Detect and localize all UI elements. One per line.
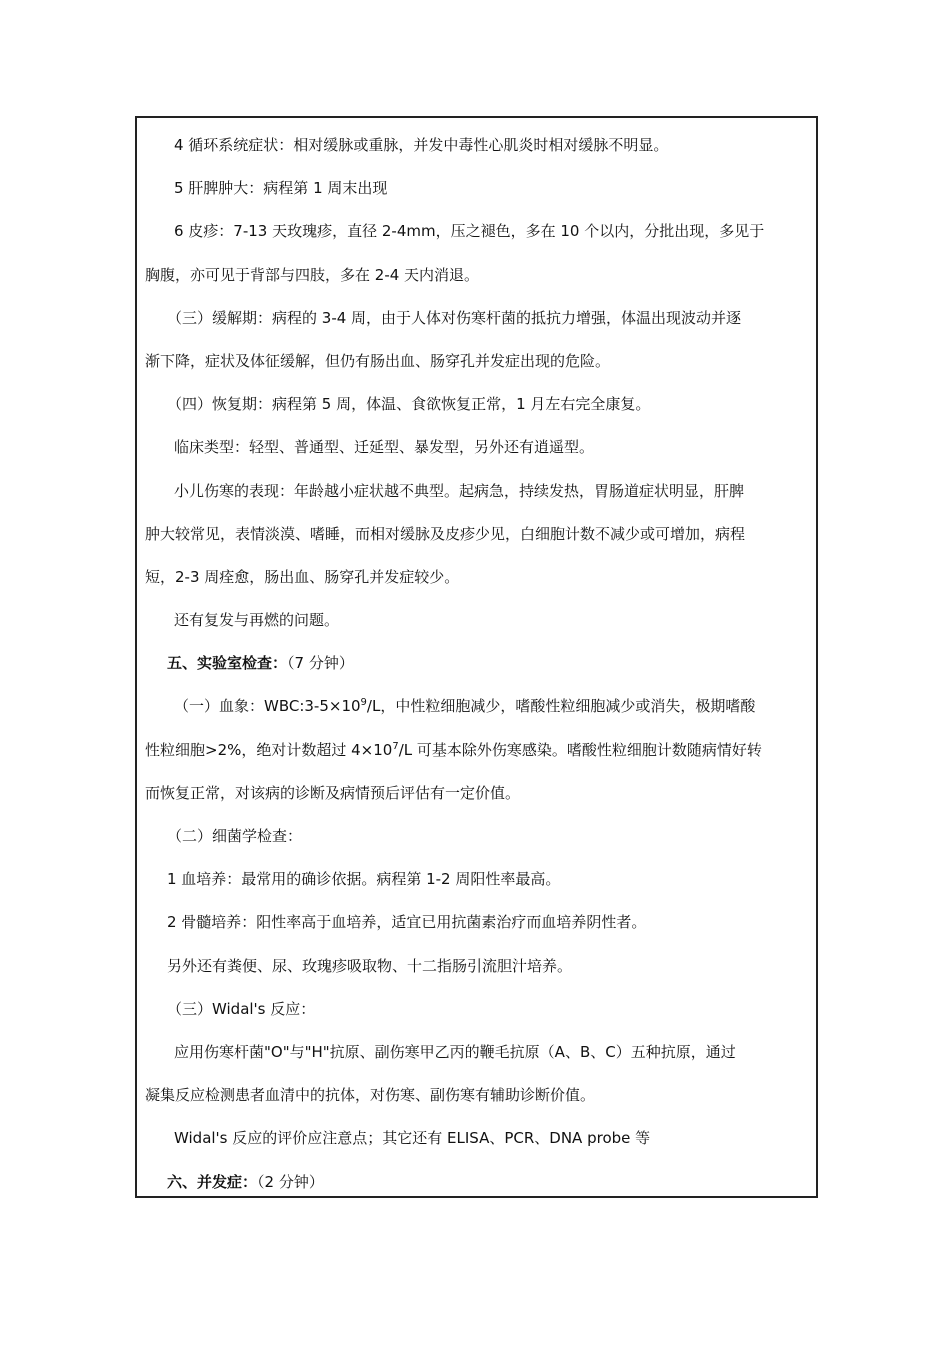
paragraph-line: 还有复发与再燃的问题。: [174, 611, 340, 630]
section-6-title: 六、并发症：: [167, 1172, 258, 1191]
widal-line: 凝集反应检测患者血清中的抗体，对伤寒、副伤寒有辅助诊断价值。: [145, 1086, 596, 1105]
blood-line-3: 而恢复正常，对该病的诊断及病情预后评估有一定价值。: [145, 783, 521, 802]
exponent: 7: [392, 740, 399, 752]
paragraph-line: 小儿伤寒的表现：年龄越小症状越不典型。起病急，持续发热，胃肠道症状明显，肝脾: [174, 481, 745, 500]
paragraph-line: 胸腹，亦可见于背部与四肢，多在 2-4 天内消退。: [145, 265, 480, 284]
section-6-heading: [145, 1161, 808, 1204]
section-5-title: 五、实验室检查：: [167, 654, 288, 673]
section-6-duration: （2 分钟）: [257, 1172, 324, 1191]
blood-line-1: [145, 685, 808, 728]
paragraph-line: （四）恢复期：病程第 5 周，体温、食欲恢复正常，1 月左右完全康复。: [167, 395, 651, 414]
paragraph-line: 6 皮疹：7-13 天玫瑰疹，直径 2-4mm，压之褪色，多在 10 个以内，分批出现，多见于: [174, 222, 765, 241]
blood-text: /L，中性粒细胞减少，嗜酸性粒细胞减少或消失，极期嗜酸: [366, 697, 756, 716]
paragraph-line: 肿大较常见，表情淡漠、嗜睡，而相对缓脉及皮疹少见，白细胞计数不减少或可增加，病程: [145, 524, 746, 543]
bacteria-item: 另外还有粪便、尿、玫瑰疹吸取物、十二指肠引流胆汁培养。: [167, 956, 573, 975]
paragraph-line: （三）缓解期：病程的 3-4 周，由于人体对伤寒杆菌的抵抗力增强，体温出现波动并逐: [167, 308, 742, 327]
widal-line: Widal's 反应的评价应注意点；其它还有 ELISA、PCR、DNA probe 等: [174, 1129, 651, 1148]
paragraph-line: 渐下降，症状及体征缓解，但仍有肠出血、肠穿孔并发症出现的危险。: [145, 351, 611, 370]
widal-line: 应用伤寒杆菌"O"与"H"抗原、副伤寒甲乙丙的鞭毛抗原（A、B、C）五种抗原，通过: [174, 1042, 736, 1061]
section-5-heading: [145, 642, 808, 685]
bacteria-item: 2 骨髓培养：阳性率高于血培养，适宜已用抗菌素治疗而血培养阴性者。: [167, 913, 647, 932]
widal-title: （三）Widal's 反应：: [167, 999, 316, 1018]
paragraph-line: 4 循环系统症状：相对缓脉或重脉，并发中毒性心肌炎时相对缓脉不明显。: [174, 136, 669, 154]
bacteria-item: 1 血培养：最常用的确诊依据。病程第 1-2 周阳性率最高。: [167, 870, 561, 889]
paragraph-line: 短，2-3 周痊愈，肠出血、肠穿孔并发症较少。: [145, 567, 460, 586]
blood-text: （一）血象：WBC:3-5×10: [174, 697, 361, 716]
blood-text: 性粒细胞>2%，绝对计数超过 4×10: [145, 740, 393, 759]
paragraph-line: 临床类型：轻型、普通型、迁延型、暴发型，另外还有逍遥型。: [174, 438, 595, 457]
document-frame: [135, 116, 818, 1198]
paragraph-line: 5 肝脾肿大：病程第 1 周末出现: [174, 179, 388, 198]
blood-text: /L 可基本除外伤寒感染。嗜酸性粒细胞计数随病情好转: [398, 740, 762, 759]
section-5-duration: （7 分钟）: [287, 654, 354, 673]
blood-line-2: [145, 729, 808, 772]
bacteria-title: （二）细菌学检查：: [167, 827, 303, 845]
exponent: 9: [360, 697, 367, 709]
